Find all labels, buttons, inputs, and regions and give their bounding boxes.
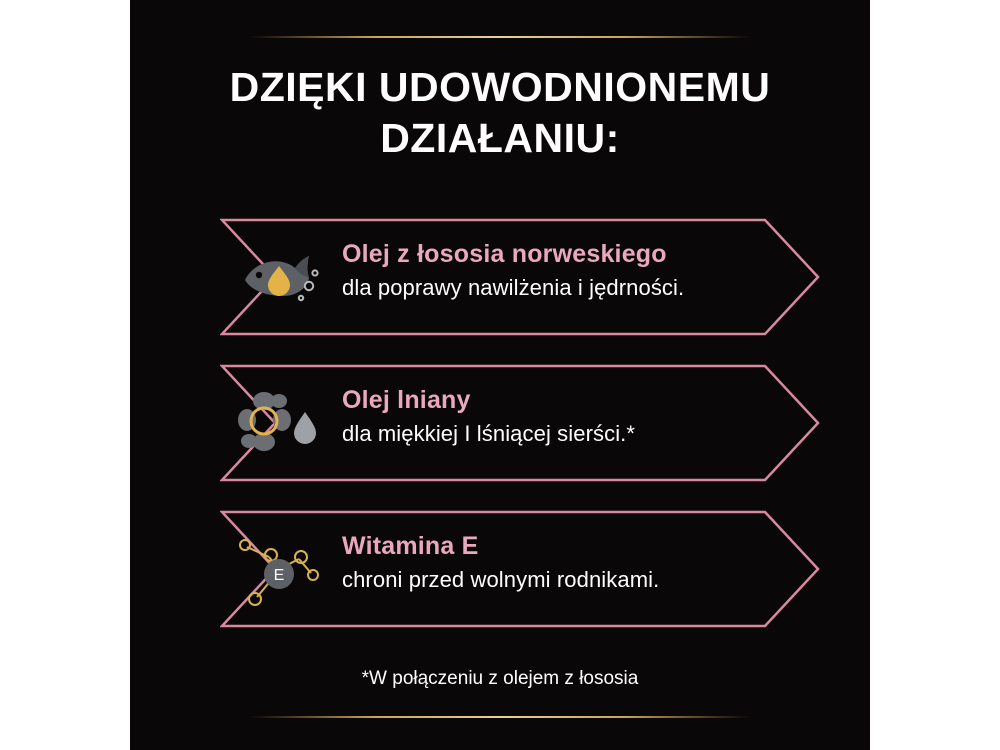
vitamin-e-molecule-icon [230, 524, 326, 614]
benefits-list [130, 218, 870, 628]
flax-seed-drop-icon [230, 378, 326, 468]
svg-text:E: E [273, 567, 285, 584]
benefit-text [342, 240, 790, 301]
benefit-text [342, 386, 790, 447]
benefit-title: Olej z łososia norweskiego [342, 240, 667, 268]
fish-oil-drop-icon [230, 232, 326, 322]
benefit-subtitle: chroni przed wolnymi rodnikami. [342, 567, 660, 592]
benefit-title: Witamina E [342, 532, 479, 560]
page-title: DZIĘKI UDOWODNIONEMU DZIAŁANIU: [229, 64, 771, 162]
bottom-gold-divider [250, 716, 750, 718]
poster-panel [130, 0, 870, 750]
list-item [220, 218, 820, 336]
footnote: *W połączeniu z olejem z łososia [361, 668, 639, 689]
list-item [220, 364, 820, 482]
benefit-subtitle: dla poprawy nawilżenia i jędrności. [342, 275, 685, 300]
benefit-title: Olej lniany [342, 386, 471, 414]
top-gold-divider [250, 36, 750, 38]
list-item [220, 510, 820, 628]
benefit-subtitle: dla miękkiej I lśniącej sierści.* [342, 421, 636, 446]
benefit-text [342, 532, 790, 593]
